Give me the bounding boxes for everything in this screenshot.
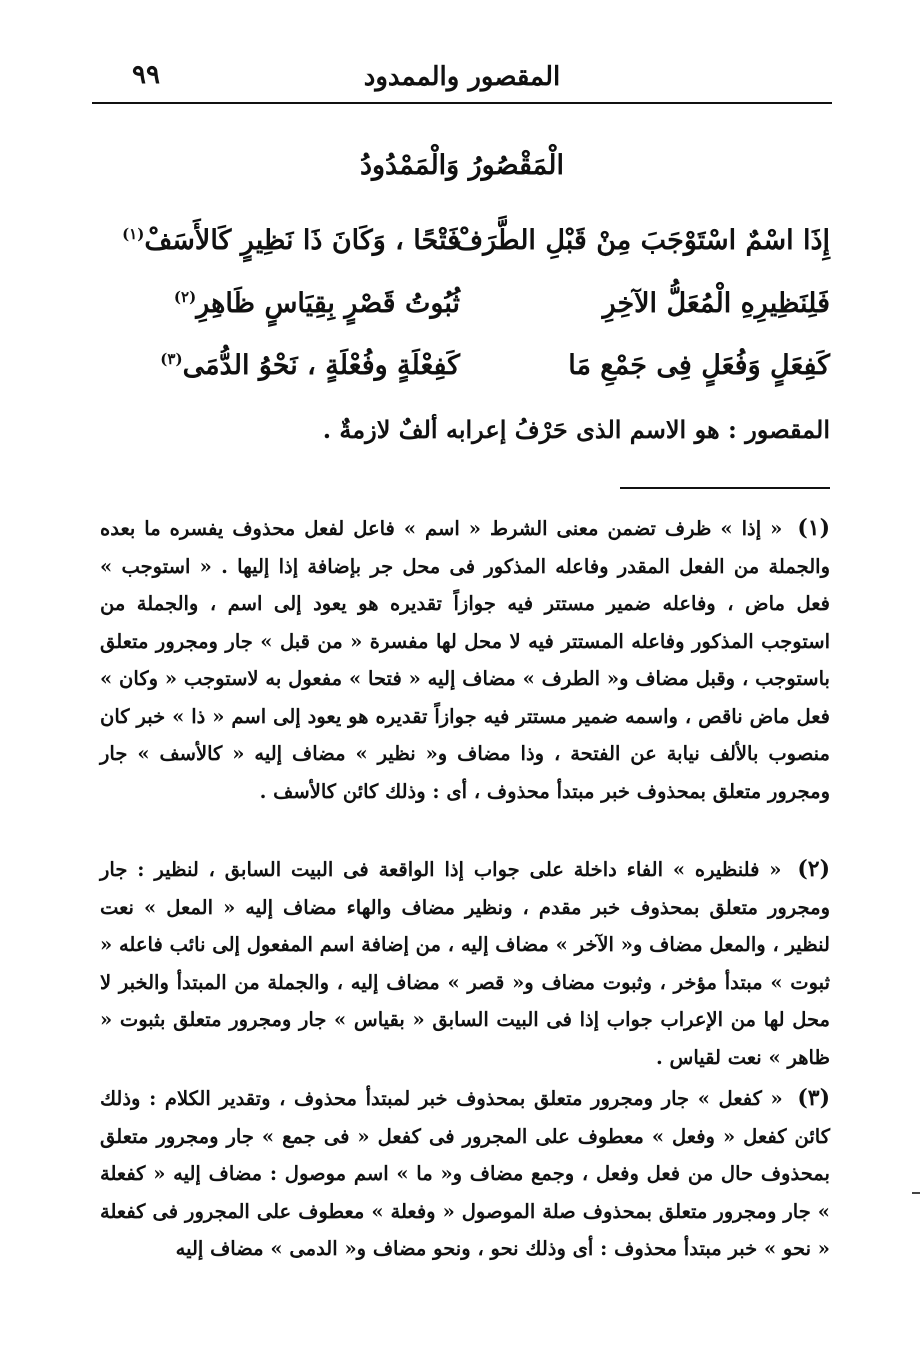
- footnote-marker: (٣): [160, 350, 183, 368]
- verse-first-hemistich: كَفِعَلٍ وَفُعَلٍ فِى جَمْعِ مَا: [568, 350, 830, 381]
- footnote-text: « فلنظيره » الفاء داخلة على جواب إذا الواقعة فى البيت السابق ، لنظير : جار ومجرور متعلق بمحذوف خبر مقدم ، ونظير مضاف والهاء مضاف إليه « المعل » نعت لنظير ، والمعل مضاف و« الآخر » مضاف إليه ، من إضافة اسم المفعول إلى نائب فاعله « ثبوت » مبتدأ مؤخر ، وثبوت مضاف و« قصر » مضاف إليه ، والجملة من المبتدأ والخبر لا محل لها من الإعراب جواب إذا فى البيت السابق « بقياس » جار ومجرور متعلق بثبوت « ظاهر » نعت لقياس .: [100, 858, 830, 1069]
- verse-second-hemistich: [100, 288, 460, 319]
- footnote-text: « إذا » ظرف تضمن معنى الشرط « اسم » فاعل لفعل محذوف يفسره ما بعده والجملة من الفعل المقدر وفاعله المذكور فى محل جر بإضافة إذا إليها . « استوجب » فعل ماض ، وفاعله ضمير مستتر فيه جوازاً تقديره هو يعود إلى اسم ، والجملة من استوجب المذكور وفاعله المستتر فيه لا محل لها مفسرة « من قبل » جار ومجرور متعلق باستوجب ، وقبل مضاف و« الطرف » مضاف إليه « فتحا » مفعول به لاستوجب « وكان » فعل ماض ناقص ، واسمه ضمير مستتر فيه جوازاً تقديره هو يعود إلى اسم « ذا » خبر كان منصوب بالألف نيابة عن الفتحة ، وذا مضاف و« نظير » مضاف إليه « كالأسف » جار ومجرور متعلق بمحذوف خبر مبتدأ محذوف ، أى : وذلك كائن كالأسف .: [100, 517, 830, 803]
- page-number: ٩٩: [132, 60, 160, 90]
- verse-second-hemistich: [100, 350, 460, 381]
- section-title: الْمَقْصُورُ وَالْمَمْدُودُ: [359, 150, 565, 181]
- footnote-marker: (١): [122, 225, 145, 243]
- verse-line: [100, 225, 830, 275]
- footnote-text: « كفعل » جار ومجرور متعلق بمحذوف خبر لمبتدأ محذوف ، وتقدير الكلام : وذلك كائن كفعل « وفعل » معطوف على المجرور فى كفعل « فى جمع » جار ومجرور متعلق بمحذوف حال من فعل وفعل ، وجمع مضاف و« ما » اسم موصول : مضاف إليه « كفعلة » جار ومجرور متعلق بمحذوف صلة الموصول « وفعلة » معطوف على المجرور فى كفعلة « نحو » خبر مبتدأ محذوف : أى وذلك نحو ، ونحو مضاف و« الدمى » مضاف إليه: [100, 1087, 830, 1260]
- verse-first-hemistich: إِذَا اسْمٌ اسْتَوْجَبَ مِنْ قَبْلِ الطَّرَفْ: [455, 225, 830, 256]
- scan-edge-mark: [912, 1192, 920, 1194]
- verse-second-hemistich: [100, 225, 460, 256]
- verse-text: كَفِعْلَةٍ وفُعْلَةٍ ، نَحْوُ الدُّمَى: [182, 350, 460, 381]
- verse-line: [100, 350, 830, 400]
- header-rule: [92, 102, 832, 104]
- footnote-marker: (٢): [173, 288, 197, 306]
- verse-text: فَتْحًا ، وَكَانَ ذَا نَظِيرٍ كَالأَسَفْ: [144, 225, 460, 256]
- verse-first-hemistich: فَلِنَظِيرِهِ الْمُعَلُّ الآخِرِ: [602, 288, 830, 319]
- footnote: [100, 851, 830, 1076]
- footnote: [100, 1080, 830, 1268]
- running-title: المقصور والممدود: [363, 62, 561, 92]
- verse-line: [100, 288, 830, 338]
- definition-text: المقصور : هو الاسم الذى حَرْفُ إعرابه ألفٌ لازمةٌ .: [322, 415, 830, 444]
- page-header: [92, 58, 832, 100]
- footnote-number: (٣): [797, 1085, 830, 1111]
- footnote-number: (١): [797, 515, 830, 541]
- footnote-number: (٢): [797, 856, 830, 882]
- verse-text: ثُبُوتُ قَصْرٍ بِقِيَاسٍ ظَاهِرِ: [196, 288, 460, 319]
- footnote-rule: [620, 487, 830, 489]
- footnote: [100, 510, 830, 810]
